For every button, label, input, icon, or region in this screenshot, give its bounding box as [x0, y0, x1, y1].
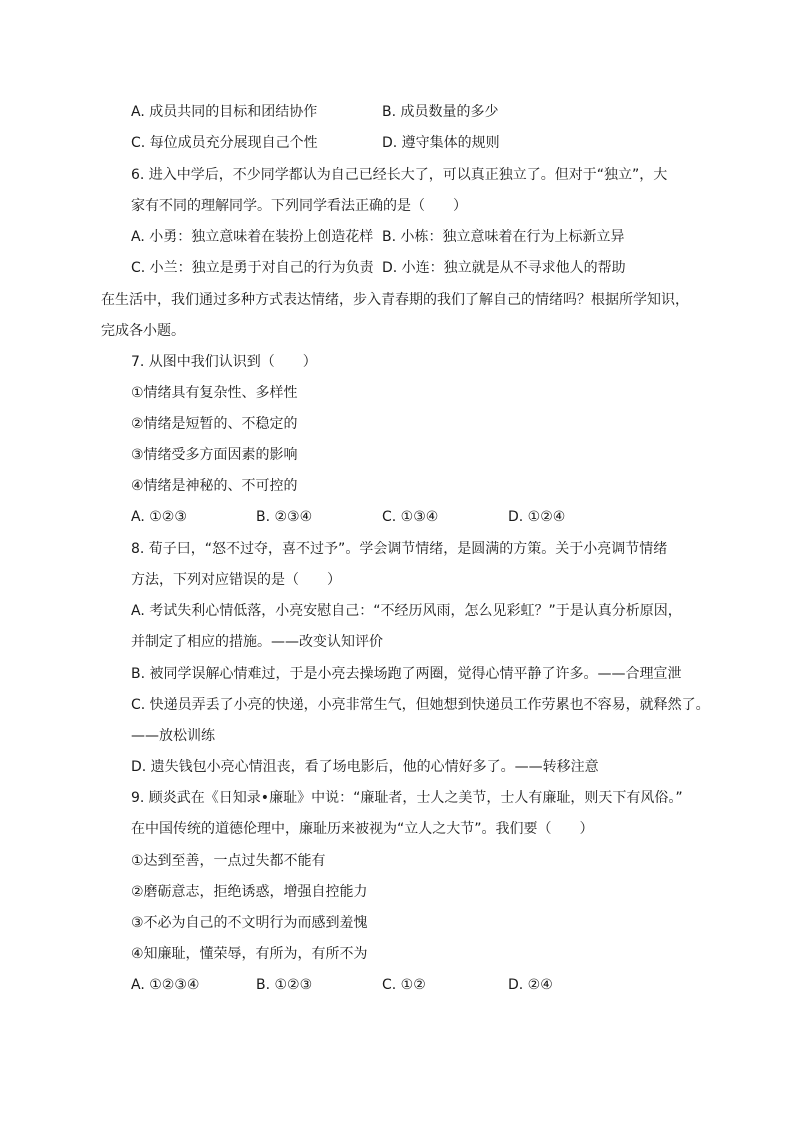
q6-option-d: D. 小连：独立就是从不寻求他人的帮助 — [382, 260, 626, 276]
q7-option-b: B. ②③④ — [256, 509, 313, 525]
q6-option-b: B. 小栋：独立意味着在行为上标新立异 — [382, 229, 625, 245]
q9-item-3: ③不必为自己的不文明行为而感到羞愧 — [131, 915, 368, 931]
q8-option-a-line-2: 并制定了相应的措施。——改变认知评价 — [131, 634, 383, 650]
q9-item-2: ②磨砺意志，拒绝诱惑，增强自控能力 — [131, 884, 368, 900]
q8-stem-line-2: 方法，下列对应错误的是（ ） — [131, 572, 341, 588]
q9-option-c: C. ①② — [382, 977, 426, 993]
q7-item-2: ②情绪是短暂的、不稳定的 — [131, 416, 298, 432]
q5-option-b: B. 成员数量的多少 — [382, 104, 499, 120]
q9-item-1: ①达到至善，一点过失都不能有 — [131, 853, 326, 869]
q6-stem-line-1: 6. 进入中学后，不少同学都认为自己已经长大了，可以真正独立了。但对于“独立”，大 — [131, 167, 668, 183]
q8-option-c-line-2: ——放松训练 — [131, 728, 215, 744]
q9-stem-line-1: 9. 顾炎武在《日知录•廉耻》中说：“廉耻者，士人之美节，士人有廉耻，则天下有风俗。” — [131, 790, 683, 806]
q8-option-c-line-1: C. 快递员弄丢了小亮的快递，小亮非常生气，但她想到快递员工作劳累也不容易，就释然了。 — [131, 697, 710, 713]
q9-option-a: A. ①②③④ — [131, 977, 200, 993]
q7-item-1: ①情绪具有复杂性、多样性 — [131, 385, 298, 401]
q8-option-b: B. 被同学误解心情难过，于是小亮去操场跑了两圈，觉得心情平静了许多。——合理宣泄 — [131, 666, 682, 682]
q7-item-3: ③情绪受多方面因素的影响 — [131, 447, 298, 463]
intro-line-2: 完成各小题。 — [101, 323, 185, 339]
q9-option-b: B. ①②③ — [256, 977, 313, 993]
q8-option-a-line-1: A. 考试失利心情低落，小亮安慰自己：“不经历风雨，怎么见彩虹？”于是认真分析原因， — [131, 603, 682, 619]
intro-line-1: 在生活中，我们通过多种方式表达情绪，步入青春期的我们了解自己的情绪吗？根据所学知识， — [101, 292, 689, 308]
q7-stem: 7. 从图中我们认识到（ ） — [131, 354, 317, 370]
q7-option-d: D. ①②④ — [508, 509, 566, 525]
q6-stem-line-2: 家有不同的理解同学。下列同学看法正确的是（ ） — [131, 198, 467, 214]
q9-stem-line-2: 在中国传统的道德伦理中，廉耻历来被视为“立人之大节”。我们要（ ） — [131, 821, 594, 837]
q6-option-c: C. 小兰：独立是勇于对自己的行为负责 — [131, 260, 374, 276]
q8-stem-line-1: 8. 荀子曰，“怒不过夺，喜不过予”。学会调节情绪，是圆满的方策。关于小亮调节情绪 — [131, 541, 668, 557]
q5-option-d: D. 遵守集体的规则 — [382, 135, 500, 151]
q9-option-d: D. ②④ — [508, 977, 553, 993]
q5-option-a: A. 成员共同的目标和团结协作 — [131, 104, 318, 120]
q7-option-a: A. ①②③ — [131, 509, 187, 525]
q8-option-d: D. 遗失钱包小亮心情沮丧，看了场电影后，他的心情好多了。——转移注意 — [131, 759, 599, 775]
q7-option-c: C. ①③④ — [382, 509, 439, 525]
q6-option-a: A. 小勇：独立意味着在装扮上创造花样 — [131, 229, 374, 245]
q7-item-4: ④情绪是神秘的、不可控的 — [131, 478, 298, 494]
q5-option-c: C. 每位成员充分展现自己个性 — [131, 135, 318, 151]
q9-item-4: ④知廉耻，懂荣辱，有所为，有所不为 — [131, 946, 368, 962]
